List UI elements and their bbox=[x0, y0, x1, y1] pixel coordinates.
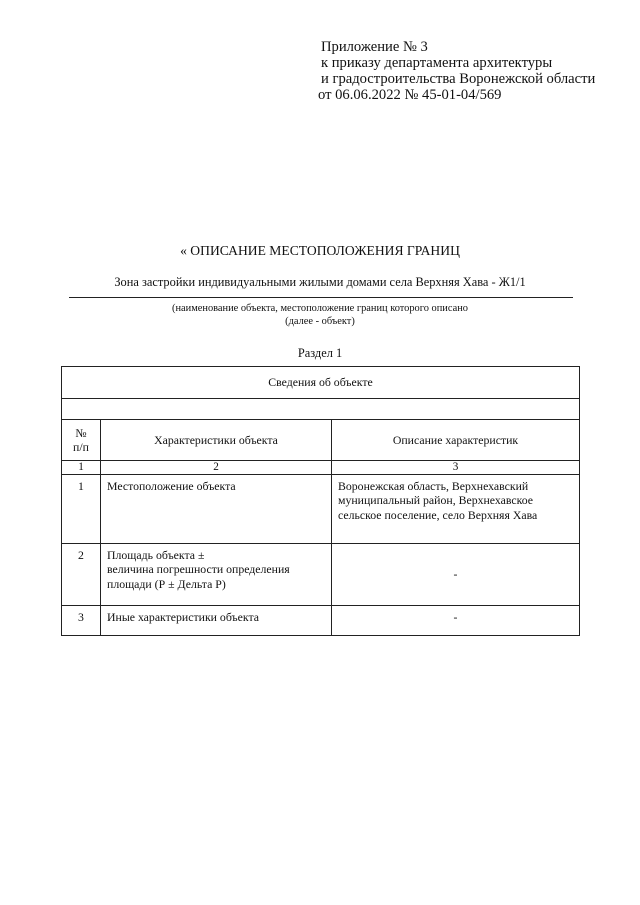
column-number: 2 bbox=[101, 461, 332, 475]
row-number: 3 bbox=[62, 606, 101, 636]
caption-line-1: (наименование объекта, местоположение границ которого описано bbox=[172, 303, 468, 314]
annex-block bbox=[318, 39, 596, 103]
column-number-row bbox=[62, 461, 580, 475]
object-name-caption bbox=[0, 302, 640, 328]
row-description: - bbox=[332, 606, 580, 636]
table-row bbox=[62, 544, 580, 606]
annex-line-4: от 06.06.2022 № 45-01-04/569 bbox=[318, 87, 502, 103]
column-number: 1 bbox=[62, 461, 101, 475]
annex-line-2: к приказу департамента архитектуры bbox=[321, 55, 553, 71]
number-abbr: п/п bbox=[73, 440, 89, 454]
row-number: 1 bbox=[62, 475, 101, 544]
description-line: Воронежская область, Верхнехавский bbox=[338, 479, 529, 493]
annex-line-3: и градостроительства Воронежской области bbox=[321, 71, 596, 87]
table-blank-row bbox=[62, 399, 580, 420]
table-row bbox=[62, 606, 580, 636]
table-header: Сведения об объекте bbox=[62, 367, 580, 399]
table-row bbox=[62, 475, 580, 544]
column-header-description: Описание характеристик bbox=[332, 420, 580, 461]
column-header-row bbox=[62, 420, 580, 461]
column-header-characteristics: Характеристики объекта bbox=[101, 420, 332, 461]
characteristic-line: площади (Р ± Дельта Р) bbox=[107, 576, 226, 591]
characteristic-line: величина погрешности определения bbox=[107, 562, 290, 577]
object-info-table bbox=[61, 366, 580, 636]
description-line: муниципальный район, Верхнехавское bbox=[338, 493, 534, 508]
row-description: - bbox=[332, 544, 580, 606]
number-sign: № bbox=[75, 425, 87, 440]
row-characteristic: Местоположение объекта bbox=[101, 475, 332, 544]
annex-line-1: Приложение № 3 bbox=[321, 39, 428, 55]
characteristic-line: Площадь объекта ± bbox=[107, 548, 205, 562]
row-description bbox=[332, 475, 580, 544]
row-characteristic bbox=[101, 544, 332, 606]
description-line: сельское поселение, село Верхняя Хава bbox=[338, 507, 538, 522]
row-characteristic: Иные характеристики объекта bbox=[101, 606, 332, 636]
section-heading: Раздел 1 bbox=[297, 346, 343, 360]
caption-line-2: (далее - объект) bbox=[285, 316, 355, 327]
document-title: « ОПИСАНИЕ МЕСТОПОЛОЖЕНИЯ ГРАНИЦ bbox=[180, 243, 460, 258]
object-name-underline bbox=[69, 297, 573, 298]
column-header-number bbox=[62, 420, 101, 461]
row-number: 2 bbox=[62, 544, 101, 606]
object-name: Зона застройки индивидуальными жилыми домами села Верхняя Хава - Ж1/1 bbox=[114, 275, 526, 289]
column-number: 3 bbox=[332, 461, 580, 475]
